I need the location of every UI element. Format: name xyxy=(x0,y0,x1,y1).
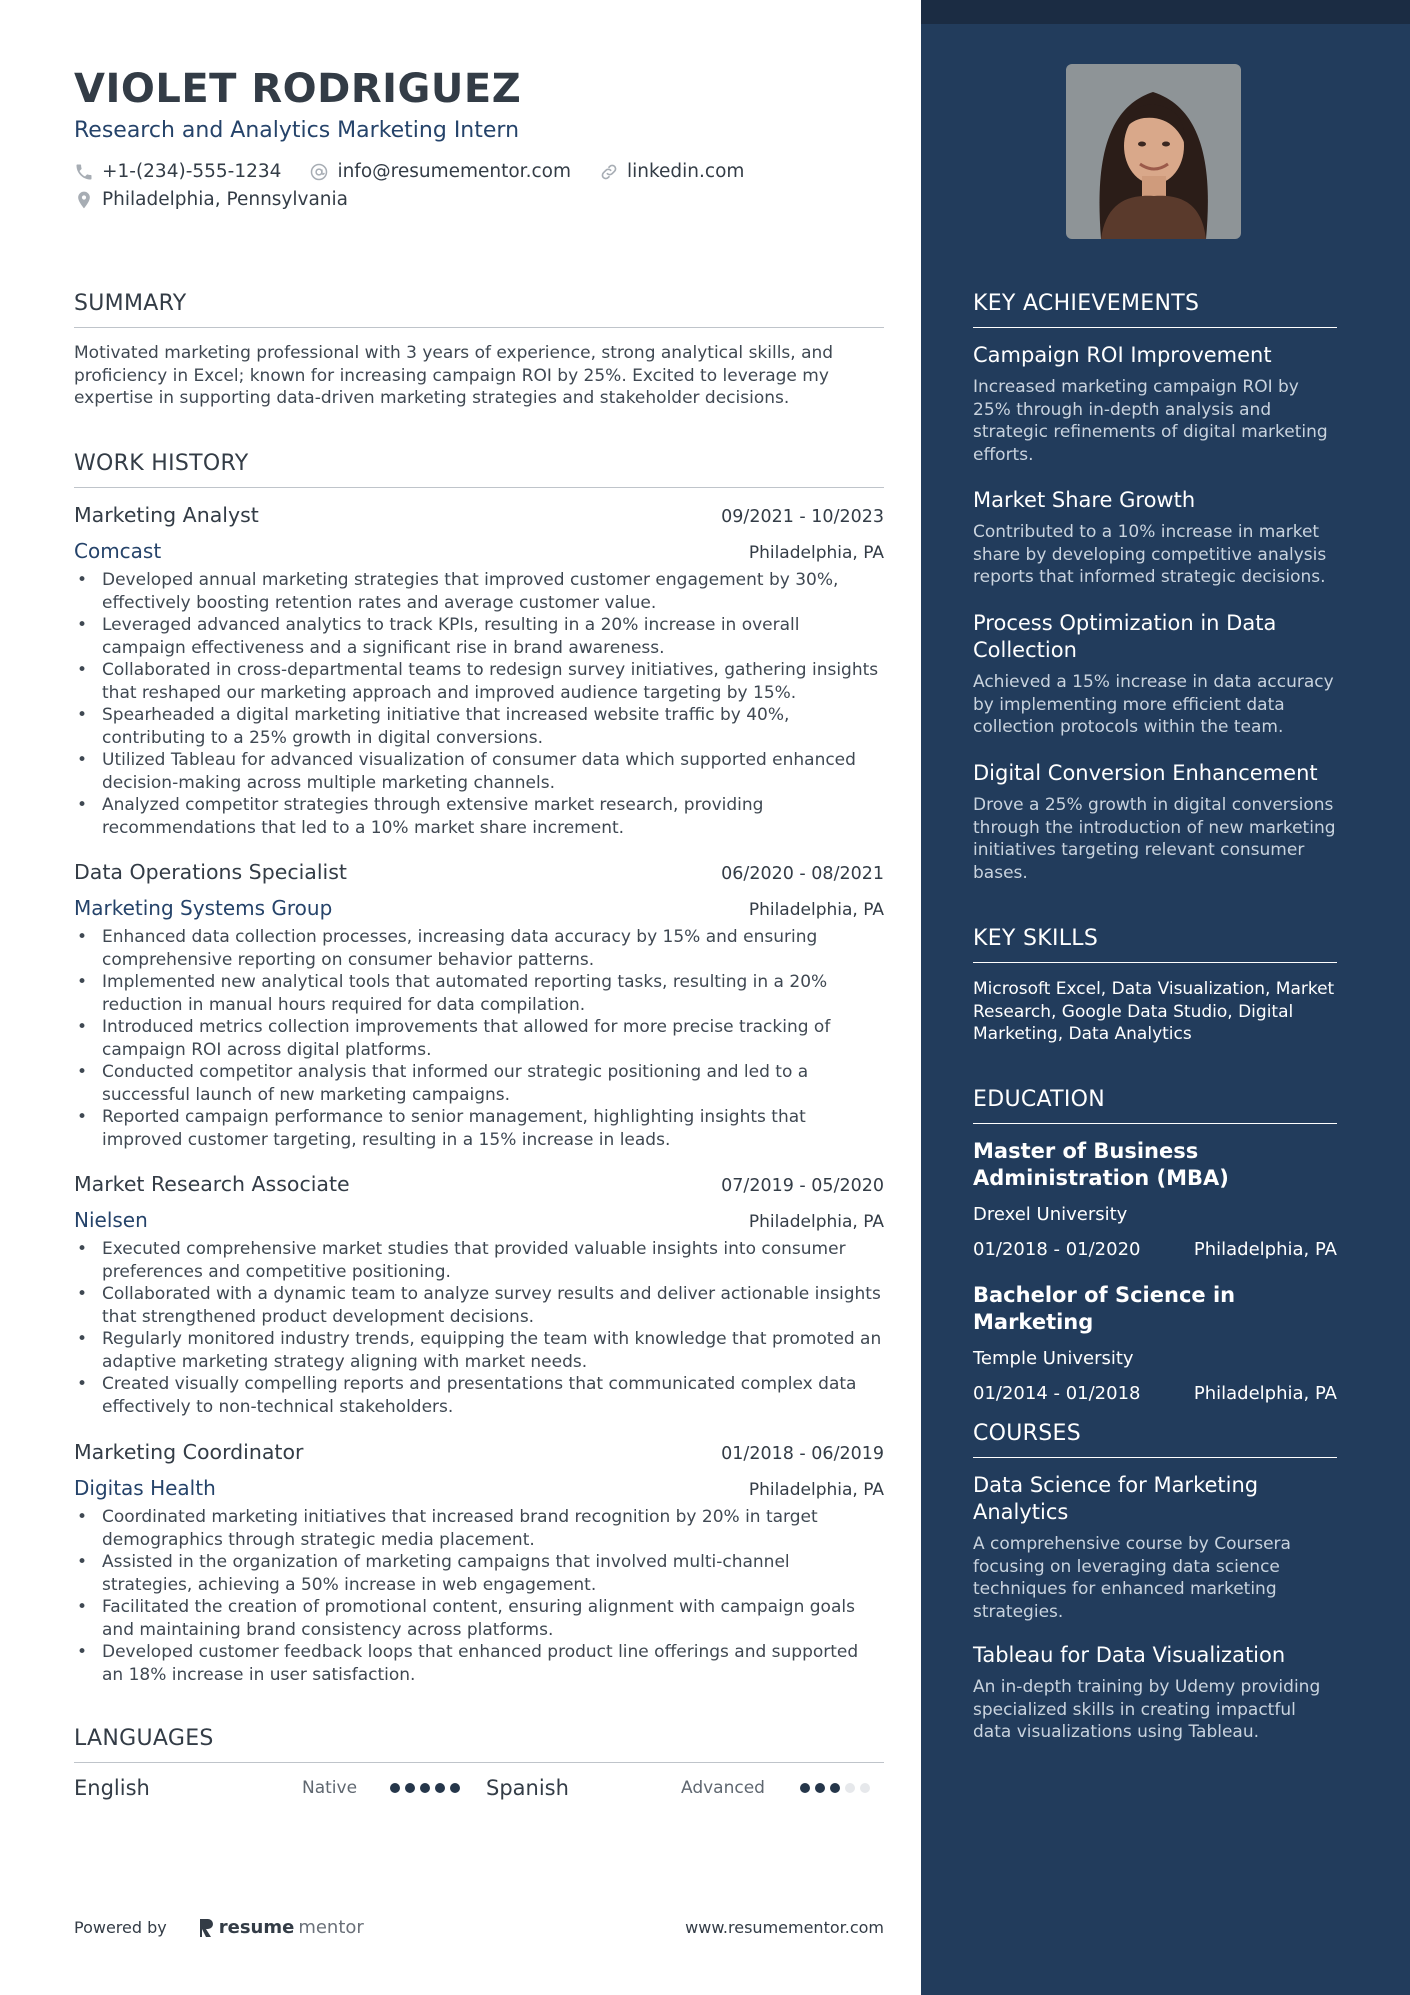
job-bullet: • Developed customer feedback loops that enhanced product line offerings and supported an 18% increase in user satisfaction. xyxy=(74,1641,884,1686)
education-item xyxy=(973,1282,1337,1404)
job-title: Data Operations Specialist xyxy=(74,860,347,884)
achievement-title: Process Optimization in Data Collection xyxy=(973,611,1277,662)
summary-text: Motivated marketing professional with 3 years of experience, strong analytical skills, and proficiency in Excel; known for increasing campaign ROI by 25%. Excited to leverage my expertise in supporting data-driven marketing strategies and stakeholder decisions. xyxy=(74,343,834,408)
brand-name-light: mentor xyxy=(298,1917,364,1938)
courses-heading: COURSES xyxy=(973,1421,1337,1458)
company-name: Comcast xyxy=(74,539,162,563)
course-title: Tableau for Data Visualization xyxy=(973,1643,1286,1667)
skills-text: Microsoft Excel, Data Visualization, Market Research, Google Data Studio, Digital Marketing, Data Analytics xyxy=(973,979,1335,1044)
job-title: Market Research Associate xyxy=(74,1172,350,1196)
website-link[interactable]: www.resumementor.com xyxy=(685,1918,884,1937)
language-name: English xyxy=(74,1776,150,1800)
language-item xyxy=(486,1776,884,1800)
rating-dot-filled xyxy=(390,1783,400,1793)
rating-dot-filled xyxy=(435,1783,445,1793)
languages-heading: LANGUAGES xyxy=(74,1726,884,1763)
job-bullet: • Utilized Tableau for advanced visualization of consumer data which supported enhanced decision-making across multiple marketing channels. xyxy=(74,749,884,794)
achievement-title: Digital Conversion Enhancement xyxy=(973,761,1318,785)
job-bullet: • Reported campaign performance to senior management, highlighting insights that improved customer targeting, resulting in a 15% increase in leads. xyxy=(74,1106,884,1151)
location-pin-icon xyxy=(74,190,94,210)
profile-photo-illustration xyxy=(1066,64,1241,239)
achievement-title: Market Share Growth xyxy=(973,488,1196,512)
rating-dot-filled xyxy=(815,1783,825,1793)
job-entry xyxy=(74,860,884,1151)
course-item xyxy=(973,1472,1337,1623)
job-bullet: • Analyzed competitor strategies through extensive market research, providing recommendations that led to a 10% market share increment. xyxy=(74,794,884,839)
job-bullet: • Introduced metrics collection improvements that allowed for more precise tracking of campaign ROI across digital platforms. xyxy=(74,1016,884,1061)
job-entry xyxy=(74,503,884,839)
job-dates: 07/2019 - 05/2020 xyxy=(721,1176,884,1196)
job-bullet: • Developed annual marketing strategies that improved customer engagement by 30%, effectively boosting retention rates and average customer value. xyxy=(74,569,884,614)
profile-photo xyxy=(1066,64,1241,239)
job-bullet: • Conducted competitor analysis that informed our strategic positioning and led to a successful launch of new marketing campaigns. xyxy=(74,1061,884,1106)
job-title: Marketing Coordinator xyxy=(74,1440,304,1464)
job-bullet: • Leveraged advanced analytics to track KPIs, resulting in a 20% increase in overall campaign effectiveness and a significant rise in brand awareness. xyxy=(74,614,884,659)
course-text: An in-depth training by Udemy providing specialized skills in creating impactful data visualizations using Tableau. xyxy=(973,1677,1321,1742)
education-location: Philadelphia, PA xyxy=(1193,1383,1337,1404)
language-rating xyxy=(800,1783,870,1793)
education-dates: 01/2014 - 01/2018 xyxy=(973,1383,1141,1404)
powered-by-label: Powered by xyxy=(74,1918,167,1937)
location-row xyxy=(74,189,348,210)
job-title: Marketing Analyst xyxy=(74,503,259,527)
linkedin-text[interactable]: linkedin.com xyxy=(626,161,745,182)
sidebar xyxy=(921,0,1410,1995)
achievements-heading: KEY ACHIEVEMENTS xyxy=(973,291,1337,328)
course-title: Data Science for Marketing Analytics xyxy=(973,1473,1259,1524)
rating-dot-empty xyxy=(860,1783,870,1793)
powered-by xyxy=(74,1917,364,1938)
skills-list xyxy=(973,978,1337,1046)
job-bullets xyxy=(74,926,884,1151)
job-bullet: • Assisted in the organization of marketing campaigns that involved multi-channel strategies, achieving a 50% increase in web engagement. xyxy=(74,1551,884,1596)
education-degree: Master of Business Administration (MBA) xyxy=(973,1139,1229,1190)
link-icon xyxy=(599,162,619,182)
job-bullet: • Collaborated with a dynamic team to analyze survey results and deliver actionable insights that strengthened product development decisions. xyxy=(74,1283,884,1328)
rating-dot-empty xyxy=(845,1783,855,1793)
candidate-name: VIOLET RODRIGUEZ xyxy=(74,66,522,112)
job-dates: 01/2018 - 06/2019 xyxy=(721,1444,884,1464)
language-item xyxy=(74,1776,486,1800)
education-heading: EDUCATION xyxy=(973,1087,1337,1124)
rating-dot-filled xyxy=(405,1783,415,1793)
brand-name-bold: resume xyxy=(218,1917,295,1938)
education-dates: 01/2018 - 01/2020 xyxy=(973,1239,1141,1260)
rating-dot-filled xyxy=(800,1783,810,1793)
job-bullet: • Facilitated the creation of promotional content, ensuring alignment with campaign goals and maintaining brand consistency across platforms. xyxy=(74,1596,884,1641)
job-bullet: • Spearheaded a digital marketing initiative that increased website traffic by 40%, contributing to a 25% growth in digital conversions. xyxy=(74,704,884,749)
rating-dot-filled xyxy=(450,1783,460,1793)
achievement-item xyxy=(973,760,1337,884)
phone-contact xyxy=(74,161,281,182)
languages-row xyxy=(74,1776,884,1800)
achievement-text: Drove a 25% growth in digital conversions through the introduction of new marketing initiatives targeting relevant consumer bases. xyxy=(973,795,1336,883)
education-location: Philadelphia, PA xyxy=(1193,1239,1337,1260)
achievement-item xyxy=(973,342,1337,466)
job-bullet: • Regularly monitored industry trends, equipping the team with knowledge that promoted an adaptive marketing strategy aligning with market needs. xyxy=(74,1328,884,1373)
language-rating xyxy=(390,1783,460,1793)
work-history-heading: WORK HISTORY xyxy=(74,451,884,488)
job-bullet: • Enhanced data collection processes, increasing data accuracy by 15% and ensuring comprehensive reporting on consumer behavior patterns. xyxy=(74,926,884,971)
location-text: Philadelphia, Pennsylvania xyxy=(102,189,349,210)
achievement-item xyxy=(973,487,1337,589)
rating-dot-filled xyxy=(420,1783,430,1793)
job-location: Philadelphia, PA xyxy=(748,1480,884,1500)
job-dates: 09/2021 - 10/2023 xyxy=(721,507,884,527)
job-dates: 06/2020 - 08/2021 xyxy=(721,864,884,884)
language-level: Advanced xyxy=(681,1778,765,1798)
phone-icon xyxy=(74,162,94,182)
job-bullet: • Created visually compelling reports and presentations that communicated complex data effectively to non-technical stakeholders. xyxy=(74,1373,884,1418)
course-text: A comprehensive course by Coursera focusing on leveraging data science techniques for enhanced marketing strategies. xyxy=(973,1534,1291,1622)
job-bullet: • Implemented new analytical tools that automated reporting tasks, resulting in a 20% reduction in manual hours required for data compilation. xyxy=(74,971,884,1016)
achievement-title: Campaign ROI Improvement xyxy=(973,343,1272,367)
location-contact xyxy=(74,189,348,210)
achievement-item xyxy=(973,610,1337,739)
contact-row xyxy=(74,161,744,182)
achievement-text: Contributed to a 10% increase in market share by developing competitive analysis reports that informed strategic decisions. xyxy=(973,522,1327,587)
education-school: Drexel University xyxy=(973,1204,1128,1225)
language-level: Native xyxy=(302,1778,358,1798)
company-name: Digitas Health xyxy=(74,1476,216,1500)
job-bullet: • Executed comprehensive market studies that provided valuable insights into consumer preferences and competitive positioning. xyxy=(74,1238,884,1283)
language-name: Spanish xyxy=(486,1776,569,1800)
job-entry xyxy=(74,1172,884,1418)
job-location: Philadelphia, PA xyxy=(748,1212,884,1232)
job-bullets xyxy=(74,1506,884,1686)
resumementor-logo-icon xyxy=(197,1918,215,1938)
candidate-role: Research and Analytics Marketing Intern xyxy=(74,118,520,143)
summary-heading: SUMMARY xyxy=(74,291,884,328)
job-location: Philadelphia, PA xyxy=(748,543,884,563)
rating-dot-filled xyxy=(830,1783,840,1793)
job-bullet: • Collaborated in cross-departmental teams to redesign survey initiatives, gathering insights that reshaped our marketing approach and improved audience targeting by 15%. xyxy=(74,659,884,704)
job-location: Philadelphia, PA xyxy=(748,900,884,920)
job-entry xyxy=(74,1440,884,1686)
email-contact[interactable] xyxy=(309,161,571,182)
job-bullet: • Coordinated marketing initiatives that increased brand recognition by 20% in target demographics through strategic media placement. xyxy=(74,1506,884,1551)
course-item xyxy=(973,1642,1337,1744)
company-name: Marketing Systems Group xyxy=(74,896,333,920)
footer xyxy=(74,1917,884,1938)
company-name: Nielsen xyxy=(74,1208,148,1232)
linkedin-contact[interactable] xyxy=(599,161,744,182)
job-bullets xyxy=(74,1238,884,1418)
email-text[interactable]: info@resumementor.com xyxy=(337,161,571,182)
achievement-text: Increased marketing campaign ROI by 25% through in-depth analysis and strategic refinements of digital marketing efforts. xyxy=(973,377,1328,465)
at-icon xyxy=(309,162,329,182)
brand-logo[interactable] xyxy=(197,1917,364,1938)
skills-heading: KEY SKILLS xyxy=(973,926,1337,963)
education-item xyxy=(973,1138,1337,1260)
job-bullets xyxy=(74,569,884,839)
achievement-text: Achieved a 15% increase in data accuracy by implementing more efficient data collection protocols within the team. xyxy=(973,672,1334,737)
education-degree: Bachelor of Science in Marketing xyxy=(973,1283,1236,1334)
education-school: Temple University xyxy=(973,1348,1134,1369)
phone-text: +1-(234)-555-1234 xyxy=(102,161,282,182)
sidebar-top-band xyxy=(921,0,1410,24)
